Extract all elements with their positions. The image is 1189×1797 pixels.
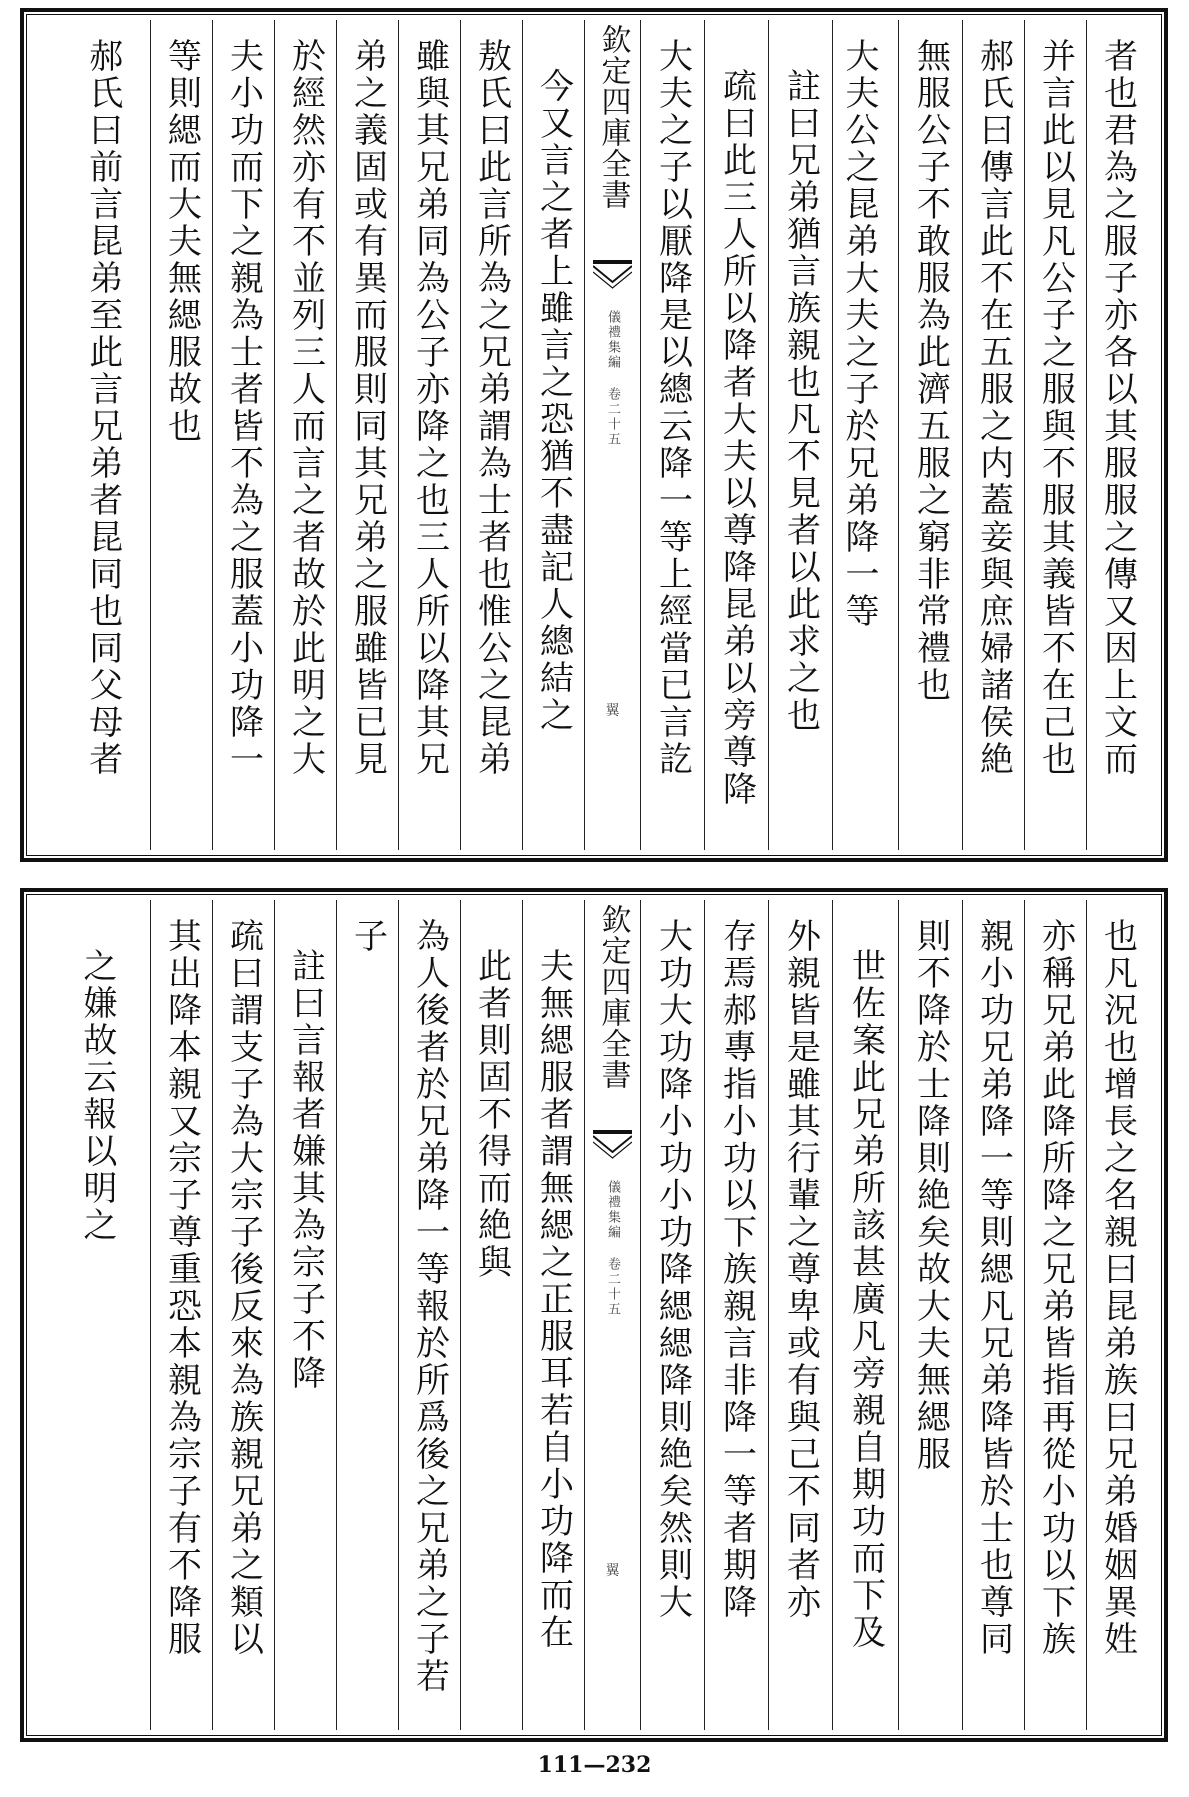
text-column — [962, 900, 1024, 1730]
text-column — [336, 900, 398, 1730]
text-column — [640, 20, 704, 850]
column-text: 親小功兄弟降一等則緦凡兄弟降皆於士也尊同 — [973, 918, 1014, 1658]
lower-page-panel — [20, 888, 1168, 1742]
text-column — [832, 20, 898, 850]
text-column — [274, 20, 336, 850]
column-text: 於經然亦有不並列三人而言之者故於此明之大 — [285, 38, 326, 778]
column-text: 註曰兄弟猶言族親也凡不見者以此求之也 — [780, 68, 821, 734]
text-column — [32, 20, 150, 850]
column-text: 之嫌故云報以明之 — [76, 948, 117, 1244]
text-column — [898, 900, 962, 1730]
column-text: 存焉郝專指小功以下族親言非降一等者期降 — [716, 918, 757, 1621]
column-text: 其出降本親又宗子尊重恐本親為宗子有不降服 — [161, 918, 202, 1658]
column-text: 等則緦而大夫無緦服故也 — [161, 38, 202, 445]
column-text: 此者則固不得而絶與 — [471, 948, 512, 1281]
column-text: 疏曰謂支子為大宗子後反來為族親兄弟之類以 — [223, 918, 264, 1658]
banner-title: 欽定四庫全書 — [595, 24, 631, 210]
column-text: 無服公子不敢服為此濟五服之窮非常禮也 — [910, 38, 951, 704]
banner-leaf-mark: 翼 — [605, 1563, 620, 1579]
column-text: 郝氏曰前言昆弟至此言兄弟者昆同也同父母者 — [82, 38, 123, 778]
text-column — [522, 900, 584, 1730]
column-text: 敖氏曰此言所為之兄弟謂為士者也惟公之昆弟 — [471, 38, 512, 778]
text-column — [704, 20, 768, 850]
column-text: 大夫之子以厭降是以總云降一等上經當已言訖 — [652, 38, 693, 778]
text-column — [212, 20, 274, 850]
banner-leaf-mark: 翼 — [605, 703, 620, 719]
text-column — [1024, 20, 1086, 850]
text-column — [768, 900, 832, 1730]
text-column — [704, 900, 768, 1730]
column-text: 世佐案此兄弟所該甚廣凡旁親自期功而下及 — [845, 948, 886, 1651]
column-text: 夫無緦服者謂無緦之正服耳若自小功降而在 — [533, 948, 574, 1651]
column-text: 大功大功降小功小功降緦緦降則絶矣然則大 — [652, 918, 693, 1621]
text-column — [768, 20, 832, 850]
column-text: 大夫公之昆弟大夫之子於兄弟降一等 — [839, 38, 879, 630]
column-text: 者也君為之服子亦各以其服服之傳又因上文而 — [1097, 38, 1138, 778]
column-text: 并言此以見凡公子之服與不服其義皆不在己也 — [1035, 38, 1076, 778]
fishtail-ornament — [593, 260, 632, 286]
text-column — [212, 900, 274, 1730]
text-column — [1086, 900, 1148, 1730]
lower-text-columns — [32, 900, 1156, 1730]
column-text: 夫小功而下之親為士者皆不為之服蓋小功降一 — [223, 38, 264, 778]
text-column — [150, 900, 212, 1730]
column-text: 子 — [347, 918, 388, 955]
column-text: 為人後者於兄弟降一等報於所爲後之兄弟之子若 — [409, 918, 450, 1695]
text-column — [150, 20, 212, 850]
text-column — [336, 20, 398, 850]
text-column — [274, 900, 336, 1730]
column-text: 疏曰此三人所以降者大夫以尊降昆弟以旁尊降 — [716, 68, 757, 808]
text-column — [32, 900, 150, 1730]
banner-volume-ref: 儀禮集編 卷二十五 — [605, 1180, 620, 1317]
text-column — [962, 20, 1024, 850]
column-text: 外親皆是雖其行輩之尊卑或有與己不同者亦 — [780, 918, 821, 1621]
banner-title: 欽定四庫全書 — [595, 904, 631, 1090]
center-banner — [584, 900, 640, 1730]
column-text: 雖與其兄弟同為公子亦降之也三人所以降其兄 — [409, 38, 450, 778]
text-column — [1024, 900, 1086, 1730]
text-column — [898, 20, 962, 850]
text-column — [460, 20, 522, 850]
column-text: 弟之義固或有異而服則同其兄弟之服雖皆已見 — [347, 38, 388, 778]
page-number: 111—232 — [537, 1752, 652, 1778]
column-text: 則不降於士降則絶矣故大夫無緦服 — [910, 918, 951, 1473]
column-text: 也凡況也增長之名親曰昆弟族曰兄弟婚姻異姓 — [1097, 918, 1138, 1658]
text-column — [522, 20, 584, 850]
banner-volume-ref: 儀禮集編 卷二十五 — [605, 310, 620, 447]
column-text: 亦稱兄弟此降所降之兄弟皆指再從小功以下族 — [1035, 918, 1076, 1658]
text-column — [460, 900, 522, 1730]
text-column — [1086, 20, 1148, 850]
upper-text-columns — [32, 20, 1156, 850]
column-text: 註曰言報者嫌其為宗子不降 — [285, 948, 326, 1392]
text-column — [832, 900, 898, 1730]
upper-page-panel — [20, 8, 1168, 862]
text-column — [398, 20, 460, 850]
column-text: 今又言之者上雖言之恐猶不盡記人總結之 — [533, 68, 574, 734]
column-text: 郝氏曰傳言此不在五服之内蓋妾與庶婦諸侯絶 — [973, 38, 1014, 778]
text-column — [640, 900, 704, 1730]
center-banner — [584, 20, 640, 850]
fishtail-ornament — [593, 1130, 632, 1156]
text-column — [398, 900, 460, 1730]
